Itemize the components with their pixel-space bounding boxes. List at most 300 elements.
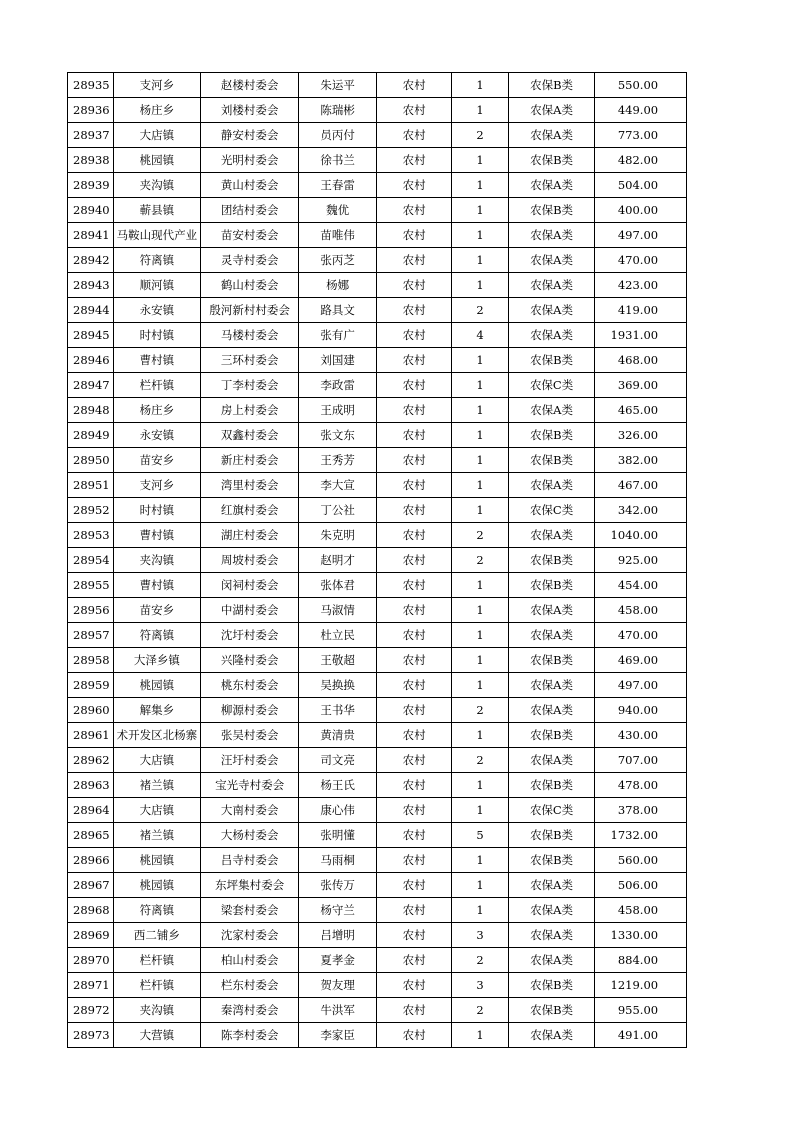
town-cell: 时村镇 [113, 498, 201, 523]
table-row [68, 573, 687, 598]
household-count-cell: 2 [452, 698, 509, 723]
name-cell: 杜立民 [299, 623, 377, 648]
town-cell: 大泽乡镇 [113, 648, 201, 673]
insurance-category-cell: 农保B类 [509, 848, 595, 873]
household-count-cell: 2 [452, 948, 509, 973]
household-count-cell: 1 [452, 148, 509, 173]
insurance-category-cell: 农保A类 [509, 173, 595, 198]
insurance-category-cell: 农保A类 [509, 273, 595, 298]
amount-cell: 342.00 [595, 498, 687, 523]
record-id-cell: 28973 [68, 1023, 114, 1048]
amount-cell: 326.00 [595, 423, 687, 448]
village-committee-cell: 刘楼村委会 [201, 98, 299, 123]
village-committee-cell: 湖庄村委会 [201, 523, 299, 548]
name-cell: 李大宣 [299, 473, 377, 498]
name-cell: 黄清贵 [299, 723, 377, 748]
record-id-cell: 28936 [68, 98, 114, 123]
amount-cell: 1931.00 [595, 323, 687, 348]
amount-cell: 454.00 [595, 573, 687, 598]
household-count-cell: 4 [452, 323, 509, 348]
village-committee-cell: 栏东村委会 [201, 973, 299, 998]
village-committee-cell: 柏山村委会 [201, 948, 299, 973]
village-committee-cell: 灵寺村委会 [201, 248, 299, 273]
insurance-category-cell: 农保A类 [509, 873, 595, 898]
household-count-cell: 2 [452, 548, 509, 573]
town-cell: 支河乡 [113, 73, 201, 98]
household-count-cell: 1 [452, 873, 509, 898]
town-cell: 苗安乡 [113, 448, 201, 473]
record-id-cell: 28944 [68, 298, 114, 323]
area-type-cell: 农村 [377, 623, 452, 648]
household-count-cell: 1 [452, 623, 509, 648]
household-count-cell: 1 [452, 798, 509, 823]
town-cell: 符离镇 [113, 623, 201, 648]
insurance-category-cell: 农保B类 [509, 648, 595, 673]
town-cell: 顺河镇 [113, 273, 201, 298]
name-cell: 赵明才 [299, 548, 377, 573]
village-committee-cell: 房上村委会 [201, 398, 299, 423]
table-row [68, 98, 687, 123]
amount-cell: 465.00 [595, 398, 687, 423]
table-row [68, 623, 687, 648]
household-count-cell: 1 [452, 98, 509, 123]
village-committee-cell: 团结村委会 [201, 198, 299, 223]
amount-cell: 497.00 [595, 673, 687, 698]
table-row [68, 223, 687, 248]
area-type-cell: 农村 [377, 648, 452, 673]
area-type-cell: 农村 [377, 73, 452, 98]
name-cell: 马淑情 [299, 598, 377, 623]
area-type-cell: 农村 [377, 498, 452, 523]
area-type-cell: 农村 [377, 473, 452, 498]
area-type-cell: 农村 [377, 173, 452, 198]
household-count-cell: 2 [452, 298, 509, 323]
amount-cell: 504.00 [595, 173, 687, 198]
name-cell: 夏孝金 [299, 948, 377, 973]
village-committee-cell: 红旗村委会 [201, 498, 299, 523]
household-count-cell: 1 [452, 348, 509, 373]
amount-cell: 1219.00 [595, 973, 687, 998]
table-row [68, 423, 687, 448]
town-cell: 曹村镇 [113, 348, 201, 373]
amount-cell: 925.00 [595, 548, 687, 573]
insurance-category-cell: 农保A类 [509, 923, 595, 948]
area-type-cell: 农村 [377, 1023, 452, 1048]
village-committee-cell: 沈圩村委会 [201, 623, 299, 648]
household-count-cell: 1 [452, 498, 509, 523]
insurance-category-cell: 农保B类 [509, 973, 595, 998]
town-cell: 栏杆镇 [113, 948, 201, 973]
town-cell: 支河乡 [113, 473, 201, 498]
amount-cell: 560.00 [595, 848, 687, 873]
table-row [68, 273, 687, 298]
household-count-cell: 5 [452, 823, 509, 848]
table-row [68, 198, 687, 223]
village-committee-cell: 新庄村委会 [201, 448, 299, 473]
table-row [68, 673, 687, 698]
table-row [68, 473, 687, 498]
name-cell: 员丙付 [299, 123, 377, 148]
table-row [68, 998, 687, 1023]
amount-cell: 482.00 [595, 148, 687, 173]
table-row [68, 723, 687, 748]
area-type-cell: 农村 [377, 548, 452, 573]
table-body [68, 73, 687, 1048]
village-committee-cell: 桃东村委会 [201, 673, 299, 698]
insurance-category-cell: 农保B类 [509, 823, 595, 848]
record-id-cell: 28968 [68, 898, 114, 923]
table-row [68, 248, 687, 273]
amount-cell: 1330.00 [595, 923, 687, 948]
name-cell: 吕增明 [299, 923, 377, 948]
town-cell: 马鞍山现代产业 [113, 223, 201, 248]
area-type-cell: 农村 [377, 923, 452, 948]
insurance-category-cell: 农保A类 [509, 1023, 595, 1048]
insurance-category-cell: 农保C类 [509, 798, 595, 823]
area-type-cell: 农村 [377, 998, 452, 1023]
name-cell: 杨娜 [299, 273, 377, 298]
table-row [68, 648, 687, 673]
name-cell: 康心伟 [299, 798, 377, 823]
record-id-cell: 28946 [68, 348, 114, 373]
record-id-cell: 28940 [68, 198, 114, 223]
amount-cell: 884.00 [595, 948, 687, 973]
name-cell: 牛洪军 [299, 998, 377, 1023]
table-row [68, 498, 687, 523]
town-cell: 时村镇 [113, 323, 201, 348]
table-row [68, 898, 687, 923]
table-row [68, 848, 687, 873]
town-cell: 大店镇 [113, 798, 201, 823]
record-id-cell: 28937 [68, 123, 114, 148]
table-row [68, 373, 687, 398]
table-row [68, 773, 687, 798]
name-cell: 王敬超 [299, 648, 377, 673]
insurance-category-cell: 农保A类 [509, 223, 595, 248]
insurance-category-cell: 农保A类 [509, 898, 595, 923]
household-count-cell: 1 [452, 173, 509, 198]
town-cell: 夹沟镇 [113, 998, 201, 1023]
name-cell: 朱克明 [299, 523, 377, 548]
insurance-category-cell: 农保A类 [509, 248, 595, 273]
area-type-cell: 农村 [377, 348, 452, 373]
town-cell: 大店镇 [113, 748, 201, 773]
household-count-cell: 1 [452, 848, 509, 873]
household-count-cell: 1 [452, 273, 509, 298]
insurance-category-cell: 农保A类 [509, 398, 595, 423]
village-committee-cell: 柳源村委会 [201, 698, 299, 723]
household-count-cell: 1 [452, 648, 509, 673]
household-count-cell: 2 [452, 748, 509, 773]
record-id-cell: 28939 [68, 173, 114, 198]
area-type-cell: 农村 [377, 873, 452, 898]
amount-cell: 707.00 [595, 748, 687, 773]
amount-cell: 378.00 [595, 798, 687, 823]
household-count-cell: 2 [452, 998, 509, 1023]
village-committee-cell: 苗安村委会 [201, 223, 299, 248]
area-type-cell: 农村 [377, 523, 452, 548]
table-row [68, 973, 687, 998]
amount-cell: 369.00 [595, 373, 687, 398]
household-count-cell: 1 [452, 198, 509, 223]
record-id-cell: 28966 [68, 848, 114, 873]
amount-cell: 940.00 [595, 698, 687, 723]
household-count-cell: 1 [452, 723, 509, 748]
insurance-category-cell: 农保A类 [509, 98, 595, 123]
name-cell: 路具文 [299, 298, 377, 323]
village-committee-cell: 陈李村委会 [201, 1023, 299, 1048]
household-count-cell: 2 [452, 523, 509, 548]
area-type-cell: 农村 [377, 973, 452, 998]
area-type-cell: 农村 [377, 598, 452, 623]
village-committee-cell: 沈家村委会 [201, 923, 299, 948]
household-count-cell: 1 [452, 473, 509, 498]
town-cell: 褚兰镇 [113, 823, 201, 848]
amount-cell: 773.00 [595, 123, 687, 148]
insurance-category-cell: 农保B类 [509, 998, 595, 1023]
area-type-cell: 农村 [377, 848, 452, 873]
area-type-cell: 农村 [377, 573, 452, 598]
record-id-cell: 28938 [68, 148, 114, 173]
insurance-category-cell: 农保A类 [509, 523, 595, 548]
table-row [68, 448, 687, 473]
table-row [68, 923, 687, 948]
table-row [68, 873, 687, 898]
town-cell: 解集乡 [113, 698, 201, 723]
name-cell: 杨守兰 [299, 898, 377, 923]
amount-cell: 470.00 [595, 623, 687, 648]
town-cell: 杨庄乡 [113, 98, 201, 123]
table-row [68, 298, 687, 323]
village-committee-cell: 黄山村委会 [201, 173, 299, 198]
area-type-cell: 农村 [377, 373, 452, 398]
area-type-cell: 农村 [377, 148, 452, 173]
table-row [68, 798, 687, 823]
household-count-cell: 1 [452, 773, 509, 798]
amount-cell: 400.00 [595, 198, 687, 223]
record-id-cell: 28953 [68, 523, 114, 548]
town-cell: 西二铺乡 [113, 923, 201, 948]
amount-cell: 430.00 [595, 723, 687, 748]
household-count-cell: 2 [452, 123, 509, 148]
record-id-cell: 28943 [68, 273, 114, 298]
record-id-cell: 28971 [68, 973, 114, 998]
village-committee-cell: 兴隆村委会 [201, 648, 299, 673]
insurance-category-cell: 农保B类 [509, 448, 595, 473]
amount-cell: 506.00 [595, 873, 687, 898]
record-id-cell: 28949 [68, 423, 114, 448]
village-committee-cell: 大杨村委会 [201, 823, 299, 848]
insurance-category-cell: 农保A类 [509, 598, 595, 623]
name-cell: 陈瑞彬 [299, 98, 377, 123]
village-committee-cell: 殷河新村村委会 [201, 298, 299, 323]
area-type-cell: 农村 [377, 423, 452, 448]
household-count-cell: 1 [452, 398, 509, 423]
name-cell: 张有广 [299, 323, 377, 348]
table-row [68, 748, 687, 773]
insurance-category-cell: 农保A类 [509, 323, 595, 348]
area-type-cell: 农村 [377, 398, 452, 423]
household-count-cell: 1 [452, 248, 509, 273]
household-count-cell: 3 [452, 923, 509, 948]
town-cell: 永安镇 [113, 298, 201, 323]
name-cell: 王春雷 [299, 173, 377, 198]
record-id-cell: 28969 [68, 923, 114, 948]
area-type-cell: 农村 [377, 798, 452, 823]
town-cell: 大营镇 [113, 1023, 201, 1048]
amount-cell: 458.00 [595, 898, 687, 923]
name-cell: 吴换换 [299, 673, 377, 698]
amount-cell: 497.00 [595, 223, 687, 248]
amount-cell: 955.00 [595, 998, 687, 1023]
amount-cell: 467.00 [595, 473, 687, 498]
area-type-cell: 农村 [377, 298, 452, 323]
area-type-cell: 农村 [377, 248, 452, 273]
record-id-cell: 28941 [68, 223, 114, 248]
insurance-category-cell: 农保C类 [509, 373, 595, 398]
name-cell: 张明懂 [299, 823, 377, 848]
area-type-cell: 农村 [377, 448, 452, 473]
village-committee-cell: 丁李村委会 [201, 373, 299, 398]
name-cell: 魏优 [299, 198, 377, 223]
village-committee-cell: 梁套村委会 [201, 898, 299, 923]
village-committee-cell: 汪圩村委会 [201, 748, 299, 773]
table-row [68, 398, 687, 423]
record-id-cell: 28970 [68, 948, 114, 973]
table-row [68, 598, 687, 623]
record-id-cell: 28965 [68, 823, 114, 848]
village-committee-cell: 赵楼村委会 [201, 73, 299, 98]
household-count-cell: 1 [452, 223, 509, 248]
name-cell: 李家臣 [299, 1023, 377, 1048]
area-type-cell: 农村 [377, 98, 452, 123]
record-id-cell: 28972 [68, 998, 114, 1023]
household-count-cell: 1 [452, 423, 509, 448]
record-id-cell: 28958 [68, 648, 114, 673]
area-type-cell: 农村 [377, 823, 452, 848]
record-id-cell: 28947 [68, 373, 114, 398]
insurance-category-cell: 农保A类 [509, 698, 595, 723]
area-type-cell: 农村 [377, 223, 452, 248]
table-row [68, 348, 687, 373]
table-row [68, 1023, 687, 1048]
record-id-cell: 28945 [68, 323, 114, 348]
insurance-category-cell: 农保A类 [509, 673, 595, 698]
record-id-cell: 28959 [68, 673, 114, 698]
town-cell: 桃园镇 [113, 673, 201, 698]
village-committee-cell: 吕寺村委会 [201, 848, 299, 873]
town-cell: 蕲县镇 [113, 198, 201, 223]
amount-cell: 449.00 [595, 98, 687, 123]
amount-cell: 491.00 [595, 1023, 687, 1048]
area-type-cell: 农村 [377, 198, 452, 223]
record-id-cell: 28961 [68, 723, 114, 748]
record-id-cell: 28954 [68, 548, 114, 573]
record-id-cell: 28942 [68, 248, 114, 273]
record-id-cell: 28948 [68, 398, 114, 423]
name-cell: 张体君 [299, 573, 377, 598]
village-committee-cell: 宝光寺村委会 [201, 773, 299, 798]
town-cell: 杨庄乡 [113, 398, 201, 423]
insurance-category-cell: 农保B类 [509, 548, 595, 573]
table-row [68, 173, 687, 198]
town-cell: 褚兰镇 [113, 773, 201, 798]
household-count-cell: 1 [452, 1023, 509, 1048]
amount-cell: 458.00 [595, 598, 687, 623]
village-committee-cell: 马楼村委会 [201, 323, 299, 348]
record-id-cell: 28962 [68, 748, 114, 773]
village-committee-cell: 光明村委会 [201, 148, 299, 173]
record-id-cell: 28960 [68, 698, 114, 723]
household-count-cell: 1 [452, 573, 509, 598]
village-committee-cell: 三环村委会 [201, 348, 299, 373]
area-type-cell: 农村 [377, 898, 452, 923]
name-cell: 徐书兰 [299, 148, 377, 173]
insurance-category-cell: 农保A类 [509, 298, 595, 323]
insurance-category-cell: 农保B类 [509, 723, 595, 748]
household-count-cell: 1 [452, 448, 509, 473]
town-cell: 术开发区北杨寨 [113, 723, 201, 748]
village-committee-cell: 湾里村委会 [201, 473, 299, 498]
town-cell: 永安镇 [113, 423, 201, 448]
insurance-category-cell: 农保A类 [509, 748, 595, 773]
insurance-category-cell: 农保A类 [509, 473, 595, 498]
village-committee-cell: 周坡村委会 [201, 548, 299, 573]
table-row [68, 323, 687, 348]
area-type-cell: 农村 [377, 273, 452, 298]
insurance-category-cell: 农保B类 [509, 198, 595, 223]
village-committee-cell: 双鑫村委会 [201, 423, 299, 448]
record-id-cell: 28950 [68, 448, 114, 473]
village-committee-cell: 鹤山村委会 [201, 273, 299, 298]
record-id-cell: 28957 [68, 623, 114, 648]
amount-cell: 470.00 [595, 248, 687, 273]
area-type-cell: 农村 [377, 723, 452, 748]
household-count-cell: 1 [452, 73, 509, 98]
area-type-cell: 农村 [377, 773, 452, 798]
table-row [68, 73, 687, 98]
household-count-cell: 1 [452, 598, 509, 623]
town-cell: 符离镇 [113, 248, 201, 273]
record-id-cell: 28956 [68, 598, 114, 623]
record-id-cell: 28963 [68, 773, 114, 798]
town-cell: 大店镇 [113, 123, 201, 148]
area-type-cell: 农村 [377, 323, 452, 348]
town-cell: 符离镇 [113, 898, 201, 923]
amount-cell: 469.00 [595, 648, 687, 673]
amount-cell: 468.00 [595, 348, 687, 373]
name-cell: 刘国建 [299, 348, 377, 373]
village-committee-cell: 东坪集村委会 [201, 873, 299, 898]
insurance-category-cell: 农保B类 [509, 348, 595, 373]
insurance-category-cell: 农保C类 [509, 498, 595, 523]
table-row [68, 123, 687, 148]
town-cell: 桃园镇 [113, 873, 201, 898]
record-id-cell: 28964 [68, 798, 114, 823]
household-count-cell: 1 [452, 373, 509, 398]
village-committee-cell: 闵祠村委会 [201, 573, 299, 598]
amount-cell: 382.00 [595, 448, 687, 473]
record-id-cell: 28952 [68, 498, 114, 523]
table-row [68, 698, 687, 723]
village-committee-cell: 静安村委会 [201, 123, 299, 148]
town-cell: 栏杆镇 [113, 373, 201, 398]
area-type-cell: 农村 [377, 948, 452, 973]
name-cell: 李政雷 [299, 373, 377, 398]
insurance-category-cell: 农保A类 [509, 623, 595, 648]
insurance-category-cell: 农保A类 [509, 948, 595, 973]
household-count-cell: 3 [452, 973, 509, 998]
